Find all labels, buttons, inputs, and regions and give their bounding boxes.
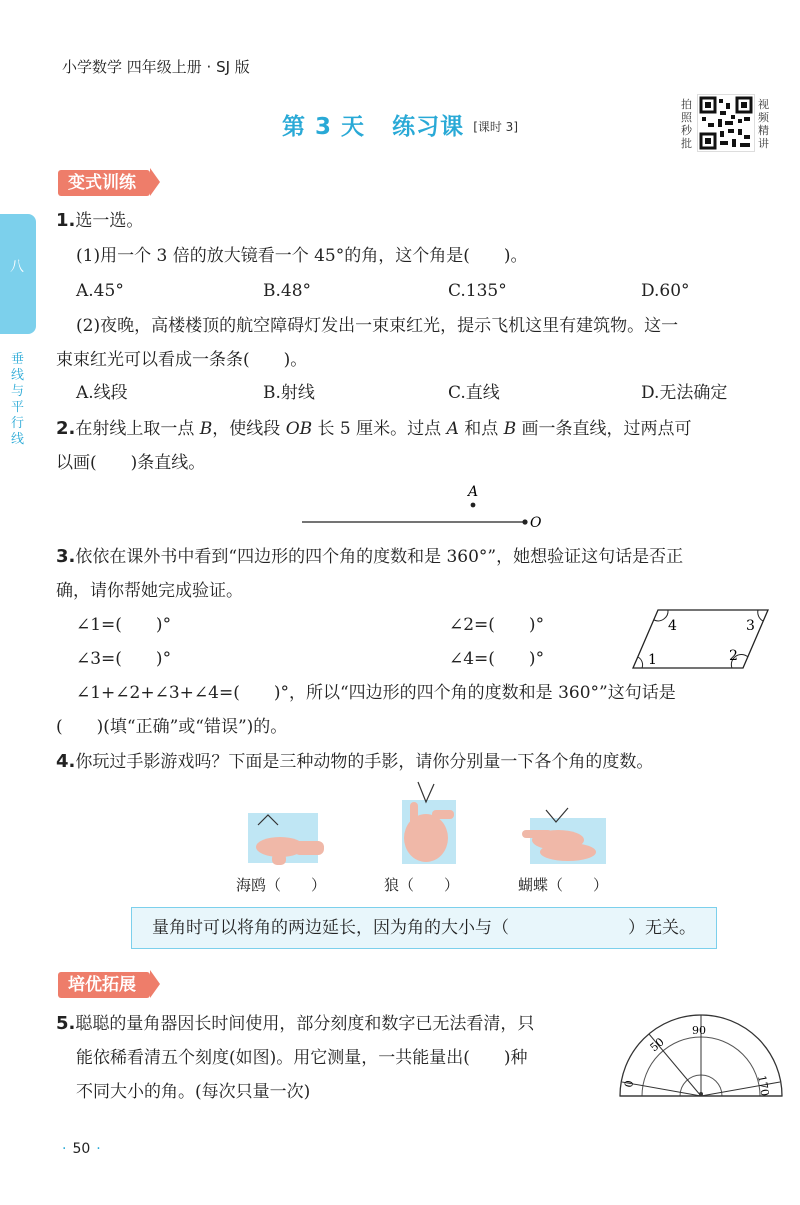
protractor-label-170: 170	[755, 1074, 772, 1098]
q2-text-b: ，使线段	[212, 419, 286, 439]
page-number-text: 50	[72, 1141, 91, 1157]
q2-segment-ob: OB	[285, 419, 313, 439]
q5-text: 聪聪的量角器因长时间使用，部分刻度和数字已无法看清，只	[75, 1014, 535, 1034]
q2-text-d: 和点	[458, 419, 504, 439]
q3-quadrilateral-figure	[628, 606, 778, 674]
q2-label-o: O	[530, 515, 542, 531]
tip-text: 量角时可以将角的两边延长，因为角的大小与（ ）无关。	[152, 918, 696, 938]
q3-text: 依依在课外书中看到“四边形的四个角的度数和是 360°”，她想验证这句话是否正	[75, 547, 684, 567]
q1-sub2-line2: 束束红光可以看成一条条( )。	[56, 350, 308, 370]
qr-code-icon[interactable]	[697, 94, 755, 152]
q2-text-a: 在射线上取一点	[75, 419, 200, 439]
butterfly-hand-image	[518, 800, 608, 866]
caption-butterfly: 蝴蝶（ ）	[518, 876, 609, 894]
chapter-number: 八	[10, 259, 24, 275]
q1-number: 1.	[56, 210, 76, 231]
qr-caption-right: 视频精讲	[758, 98, 769, 150]
page-number: · 50 ·	[62, 1141, 101, 1157]
q3-line1	[56, 546, 683, 568]
q1-text: 选一选。	[75, 211, 144, 231]
protractor-label-50: 50	[647, 1035, 667, 1055]
q3-angle4[interactable]: ∠4=( )°	[449, 649, 545, 669]
q2-point-b2: B	[503, 419, 517, 439]
q1-opt-a[interactable]: A.45°	[76, 281, 124, 301]
q4-number: 4.	[56, 751, 76, 772]
q2-number: 2.	[56, 418, 76, 439]
period-label: [课时 3]	[473, 120, 519, 134]
q5-line3: 不同大小的角。(每次只量一次)	[76, 1082, 311, 1102]
book-title: 小学数学 四年级上册 · SJ 版	[62, 58, 250, 76]
page-title	[0, 108, 800, 141]
q3-angle1[interactable]: ∠1=( )°	[76, 615, 172, 635]
chapter-label: 垂线与平行线	[11, 352, 25, 447]
q1-stem	[56, 210, 143, 232]
section-badge-2	[58, 970, 150, 995]
protractor-figure	[612, 1008, 790, 1102]
q1-opt-c[interactable]: C.135°	[448, 281, 507, 301]
q1-opt2-d[interactable]: D.无法确定	[641, 383, 728, 403]
q2-ray-figure	[290, 480, 560, 540]
q1-sub2-line1: (2)夜晚，高楼楼顶的航空障碍灯发出一束束红光，提示飞机这里有建筑物。这一	[76, 316, 679, 336]
q2-text-e: 画一条直线，过两点可	[516, 419, 692, 439]
q3-angle3-arc	[758, 610, 763, 621]
q2-point-a-dot	[471, 503, 476, 508]
q3-judge-line: ( )(填“正确”或“错误”)的。	[56, 717, 288, 737]
caption-seagull: 海鸥（ ）	[236, 876, 327, 894]
q1-sub1: (1)用一个 3 倍的放大镜看一个 45°的角，这个角是( )。	[76, 246, 528, 266]
wolf-hand-image	[388, 780, 468, 868]
q1-opt2-b[interactable]: B.射线	[263, 383, 315, 403]
protractor-label-0: 0	[622, 1079, 637, 1089]
q2-line1	[56, 418, 692, 440]
q3-fig-label-3: 3	[746, 618, 755, 634]
q4-text: 你玩过手影游戏吗？下面是三种动物的手影，请你分别量一下各个角的度数。	[75, 752, 654, 772]
day-label: 第 3 天	[281, 114, 365, 140]
q2-point-o	[522, 519, 527, 524]
q5-line1	[56, 1013, 534, 1035]
q3-angle3[interactable]: ∠3=( )°	[76, 649, 172, 669]
q3-sum-line: ∠1+∠2+∠3+∠4=( )°，所以“四边形的四个角的度数和是 360°”这句话是	[76, 683, 676, 703]
q1-opt2-c[interactable]: C.直线	[448, 383, 500, 403]
q2-text-c: 长 5 厘米。过点	[312, 419, 447, 439]
seagull-hand-image	[238, 805, 328, 867]
q2-point-a: A	[446, 419, 459, 439]
q1-opt-b[interactable]: B.48°	[263, 281, 312, 301]
q3-line2: 确，请你帮她完成验证。	[56, 581, 243, 601]
q4-line1	[56, 751, 653, 773]
q1-opt-d[interactable]: D.60°	[641, 281, 690, 301]
q2-line2: 以画( )条直线。	[56, 453, 206, 473]
lesson-label: 练习课	[392, 114, 465, 140]
caption-wolf: 狼（ ）	[384, 876, 460, 894]
section-badge-text-2: 培优拓展	[58, 972, 150, 998]
q3-number: 3.	[56, 546, 76, 567]
q3-angle2[interactable]: ∠2=( )°	[449, 615, 545, 635]
q2-point-b: B	[199, 419, 213, 439]
section-badge-text: 变式训练	[58, 170, 150, 196]
q3-fig-label-2: 2	[729, 648, 738, 664]
q5-number: 5.	[56, 1013, 76, 1034]
q3-fig-label-1: 1	[648, 652, 657, 668]
q5-line2: 能依稀看清五个刻度(如图)。用它测量，一共能量出( )种	[76, 1048, 528, 1068]
section-badge-1	[58, 168, 150, 193]
q3-fig-label-4: 4	[668, 618, 677, 634]
q3-angle1-arc	[638, 657, 643, 668]
q2-label-a: A	[468, 484, 479, 500]
protractor-label-90: 90	[692, 1024, 706, 1037]
q1-opt2-a[interactable]: A.线段	[76, 383, 128, 403]
qr-caption-left: 拍照秒批	[681, 98, 692, 150]
